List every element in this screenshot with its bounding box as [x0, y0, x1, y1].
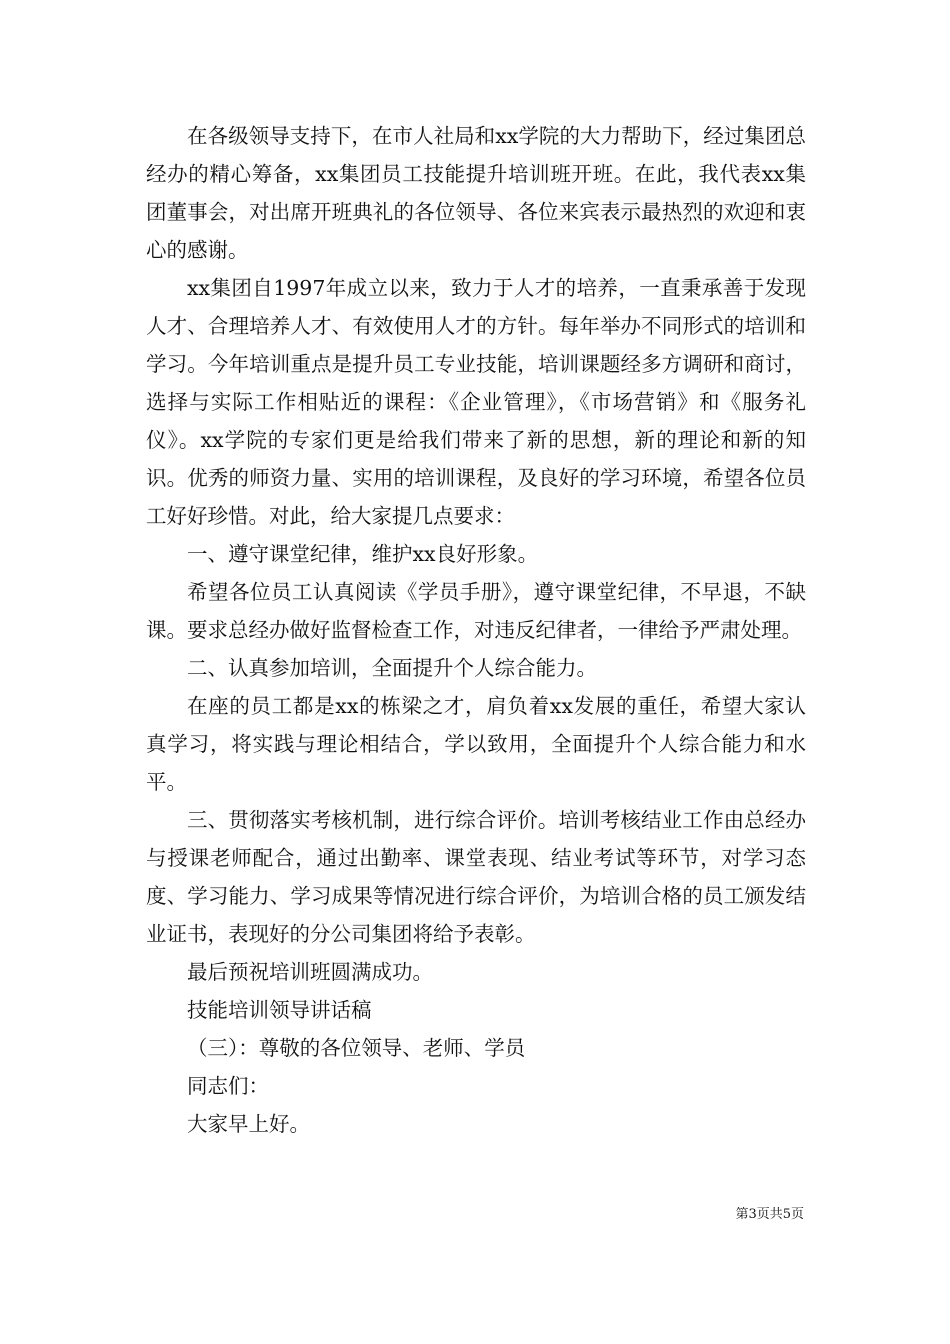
document-body — [146, 117, 806, 1143]
greeting-morning: 大家早上好。 — [187, 1112, 310, 1136]
paragraph-2: xx集团自1997年成立以来，致力于人才的培养，一直秉承善于发现人才、合理培养人才、有效使用人才的方针。每年举办不同形式的培训和学习。今年培训重点是提升员工专业技能，培训课题经多方调研和商讨，选择与实际工作相贴近的课程：《企业管理》，《市场营销》和《服务礼仪》。xx学院的专家们更是给我们带来了新的思想，新的理论和新的知识。优秀的师资力量、实用的培训课程，及良好的学习环境，希望各位员工好好珍惜。对此，给大家提几点要求： — [146, 276, 806, 528]
page-number-footer: 第3页共5页 — [735, 1207, 804, 1222]
greeting-comrades: 同志们： — [187, 1074, 269, 1098]
closing-line: 最后预祝培训班圆满成功。 — [187, 960, 433, 984]
paragraph-4: 在座的员工都是xx的栋梁之才，肩负着xx发展的重任，希望大家认真学习，将实践与理论相结合，学以致用，全面提升个人综合能力和水平。 — [146, 694, 806, 794]
section-heading-2: 二、认真参加培训，全面提升个人综合能力。 — [187, 656, 597, 680]
speech-title: 技能培训领导讲话稿 — [187, 998, 372, 1022]
paragraph-5: 三、贯彻落实考核机制，进行综合评价。培训考核结业工作由总经办与授课老师配合，通过出勤率、课堂表现、结业考试等环节，对学习态度、学习能力、学习成果等情况进行综合评价，为培训合格的员工颁发结业证书，表现好的分公司集团将给予表彰。 — [146, 808, 806, 946]
section-heading-1: 一、遵守课堂纪律，维护xx良好形象。 — [187, 542, 539, 566]
paragraph-3: 希望各位员工认真阅读《学员手册》，遵守课堂纪律，不早退，不缺课。要求总经办做好监督检查工作，对违反纪律者，一律给予严肃处理。 — [146, 580, 806, 642]
salutation-line: （三）：尊敬的各位领导、老师、学员 — [187, 1036, 526, 1060]
paragraph-1: 在各级领导支持下，在市人社局和xx学院的大力帮助下，经过集团总经办的精心筹备，xx集团员工技能提升培训班开班。在此，我代表xx集团董事会，对出席开班典礼的各位领导、各位来宾表示最热烈的欢迎和衷心的感谢。 — [146, 124, 806, 262]
